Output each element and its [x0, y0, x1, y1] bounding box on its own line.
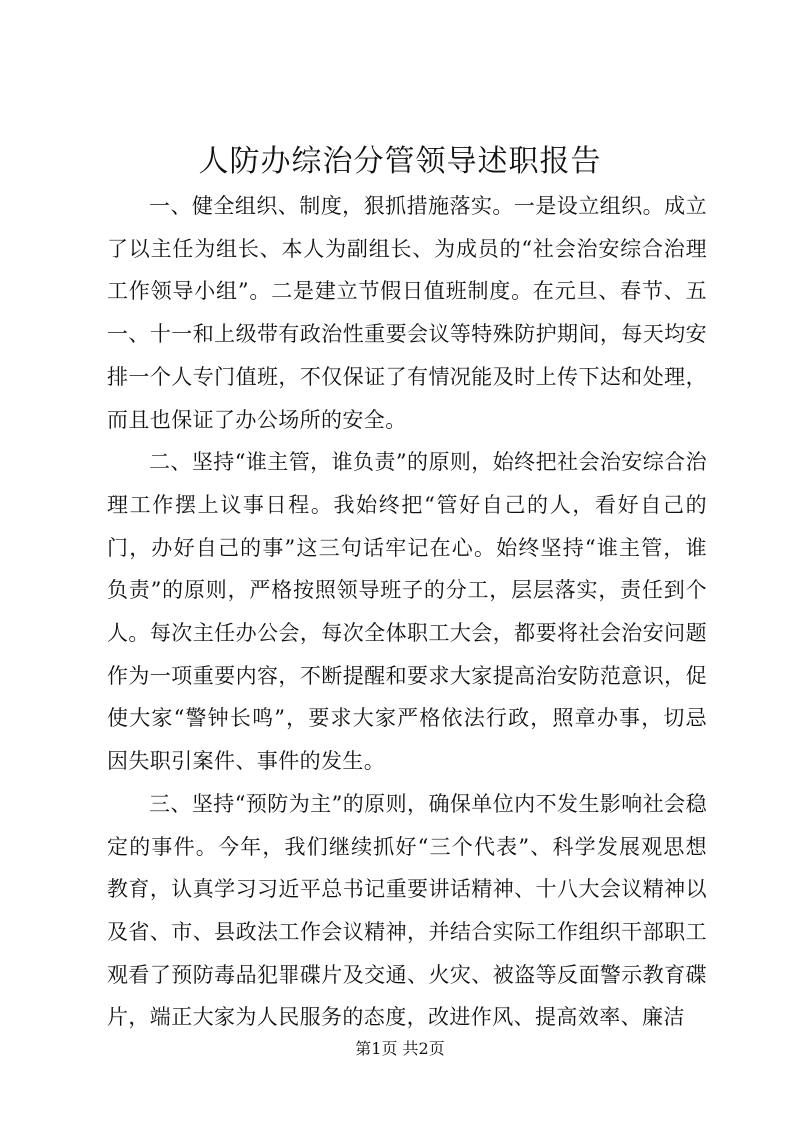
paragraph-3: 三、坚持“预防为主”的原则，确保单位内不发生影响社会稳定的事件。今年，我们继续抓好“三个代表”、科学发展观思想教育，认真学习习近平总书记重要讲话精神、十八大会议精神以及省、市、县政法工作会议精神，并结合实际工作组织干部职工观看了预防毒品犯罪碟片及交通、火灾、被盗等反面警示教育碟片，端正大家为人民服务的态度，改进作风、提高效率、廉洁: [107, 791, 707, 1030]
paragraph-1: 一、健全组织、制度，狠抓措施落实。一是设立组织。成立了以主任为组长、本人为副组长、为成员的“社会治安综合治理工作领导小组”。二是建立节假日值班制度。在元旦、春节、五一、十一和上级带有政治性重要会议等特殊防护期间，每天均安排一个人专门值班，不仅保证了有情况能及时上传下达和处理，而且也保证了办公场所的安全。: [107, 194, 707, 432]
document-title: 人防办综治分管领导述职报告: [198, 144, 602, 179]
page-number-footer: 第1页 共2页: [355, 1039, 445, 1058]
paragraph-2: 二、坚持“谁主管，谁负责”的原则，始终把社会治安综合治理工作摆上议事日程。我始终把“管好自己的人，看好自己的门，办好自己的事”这三句话牢记在心。始终坚持“谁主管，谁负责”的原则，严格按照领导班子的分工，层层落实，责任到个人。每次主任办公会，每次全体职工大会，都要将社会治安问题作为一项重要内容，不断提醒和要求大家提高治安防范意识，促使大家“警钟长鸣”，要求大家严格依法行政，照章办事，切忌因失职引案件、事件的发生。: [107, 450, 707, 774]
document-body: [107, 185, 707, 1039]
